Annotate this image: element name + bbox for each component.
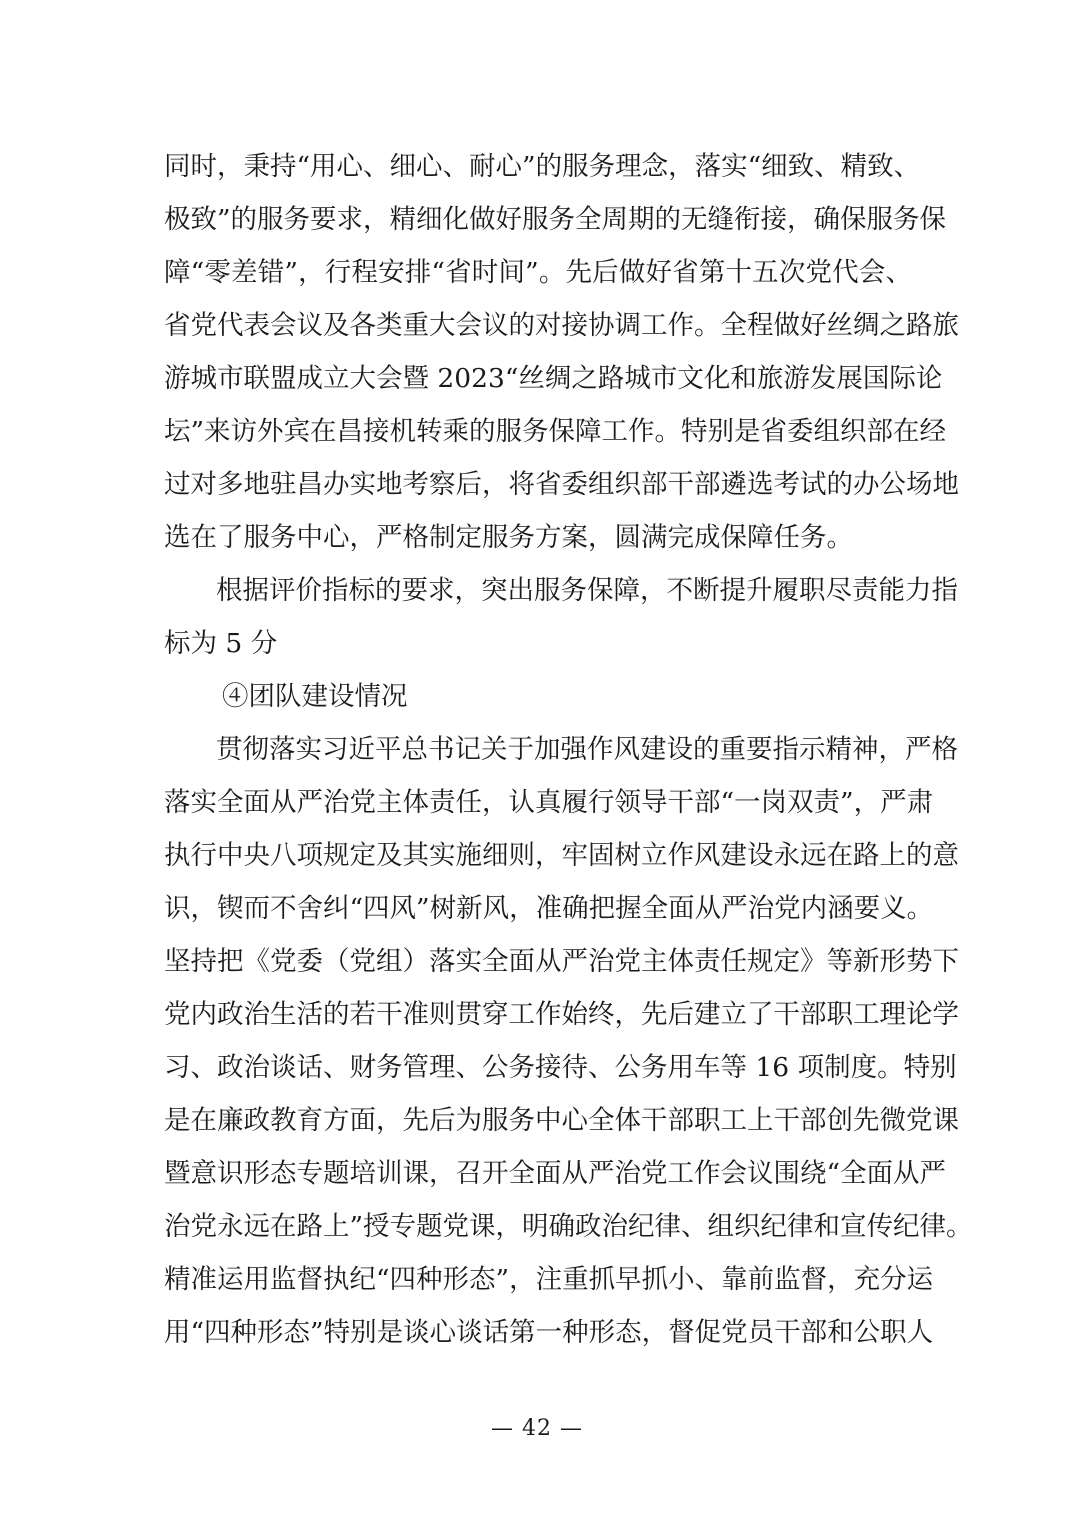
body-text-line: 执行中央八项规定及其实施细则，牢固树立作风建设永远在路上的意	[164, 840, 959, 871]
body-text-line: 落实全面从严治党主体责任，认真履行领导干部“一岗双责”，严肃	[164, 787, 934, 818]
body-text-line: 过对多地驻昌办实地考察后，将省委组织部干部遴选考试的办公场地	[164, 469, 959, 500]
section-heading: ④团队建设情况	[222, 681, 408, 712]
body-text-line: 识，锲而不舍纠“四风”树新风，准确把握全面从严治党内涵要义。	[164, 893, 934, 924]
body-text-line: 障“零差错”，行程安排“省时间”。先后做好省第十五次党代会、	[164, 257, 912, 288]
page-number: — 42 —	[491, 1416, 583, 1441]
body-text-line: 极致”的服务要求，精细化做好服务全周期的无缝衔接，确保服务保	[164, 204, 947, 235]
body-text-line: 坛”来访外宾在昌接机转乘的服务保障工作。特别是省委组织部在经	[164, 416, 947, 447]
body-text-line: 用“四种形态”特别是谈心谈话第一种形态，督促党员干部和公职人	[164, 1317, 934, 1348]
body-text-line: 选在了服务中心，严格制定服务方案，圆满完成保障任务。	[164, 522, 853, 553]
body-text-line: 暨意识形态专题培训课，召开全面从严治党工作会议围绕“全面从严	[164, 1158, 947, 1189]
paragraph-first-line: 贯彻落实习近平总书记关于加强作风建设的重要指示精神，严格	[216, 734, 958, 765]
body-text-line: 标为 5 分	[164, 628, 278, 659]
body-text-line: 省党代表会议及各类重大会议的对接协调工作。全程做好丝绸之路旅	[164, 310, 959, 341]
body-text-line: 习、政治谈话、财务管理、公务接待、公务用车等 16 项制度。特别	[164, 1052, 957, 1083]
body-text-line: 坚持把《党委（党组）落实全面从严治党主体责任规定》等新形势下	[164, 946, 959, 977]
body-text-line: 是在廉政教育方面，先后为服务中心全体干部职工上干部创先微党课	[164, 1105, 959, 1136]
body-text-line: 同时，秉持“用心、细心、耐心”的服务理念，落实“细致、精致、	[164, 151, 921, 182]
paragraph-first-line: 根据评价指标的要求，突出服务保障，不断提升履职尽责能力指	[216, 575, 958, 606]
body-text-line: 游城市联盟成立大会暨 2023“丝绸之路城市文化和旅游发展国际论	[164, 363, 943, 394]
body-text-line: 治党永远在路上”授专题党课，明确政治纪律、组织纪律和宣传纪律。	[164, 1211, 973, 1242]
body-text-line: 精准运用监督执纪“四种形态”，注重抓早抓小、靠前监督，充分运	[164, 1264, 934, 1295]
body-text-line: 党内政治生活的若干准则贯穿工作始终，先后建立了干部职工理论学	[164, 999, 959, 1030]
